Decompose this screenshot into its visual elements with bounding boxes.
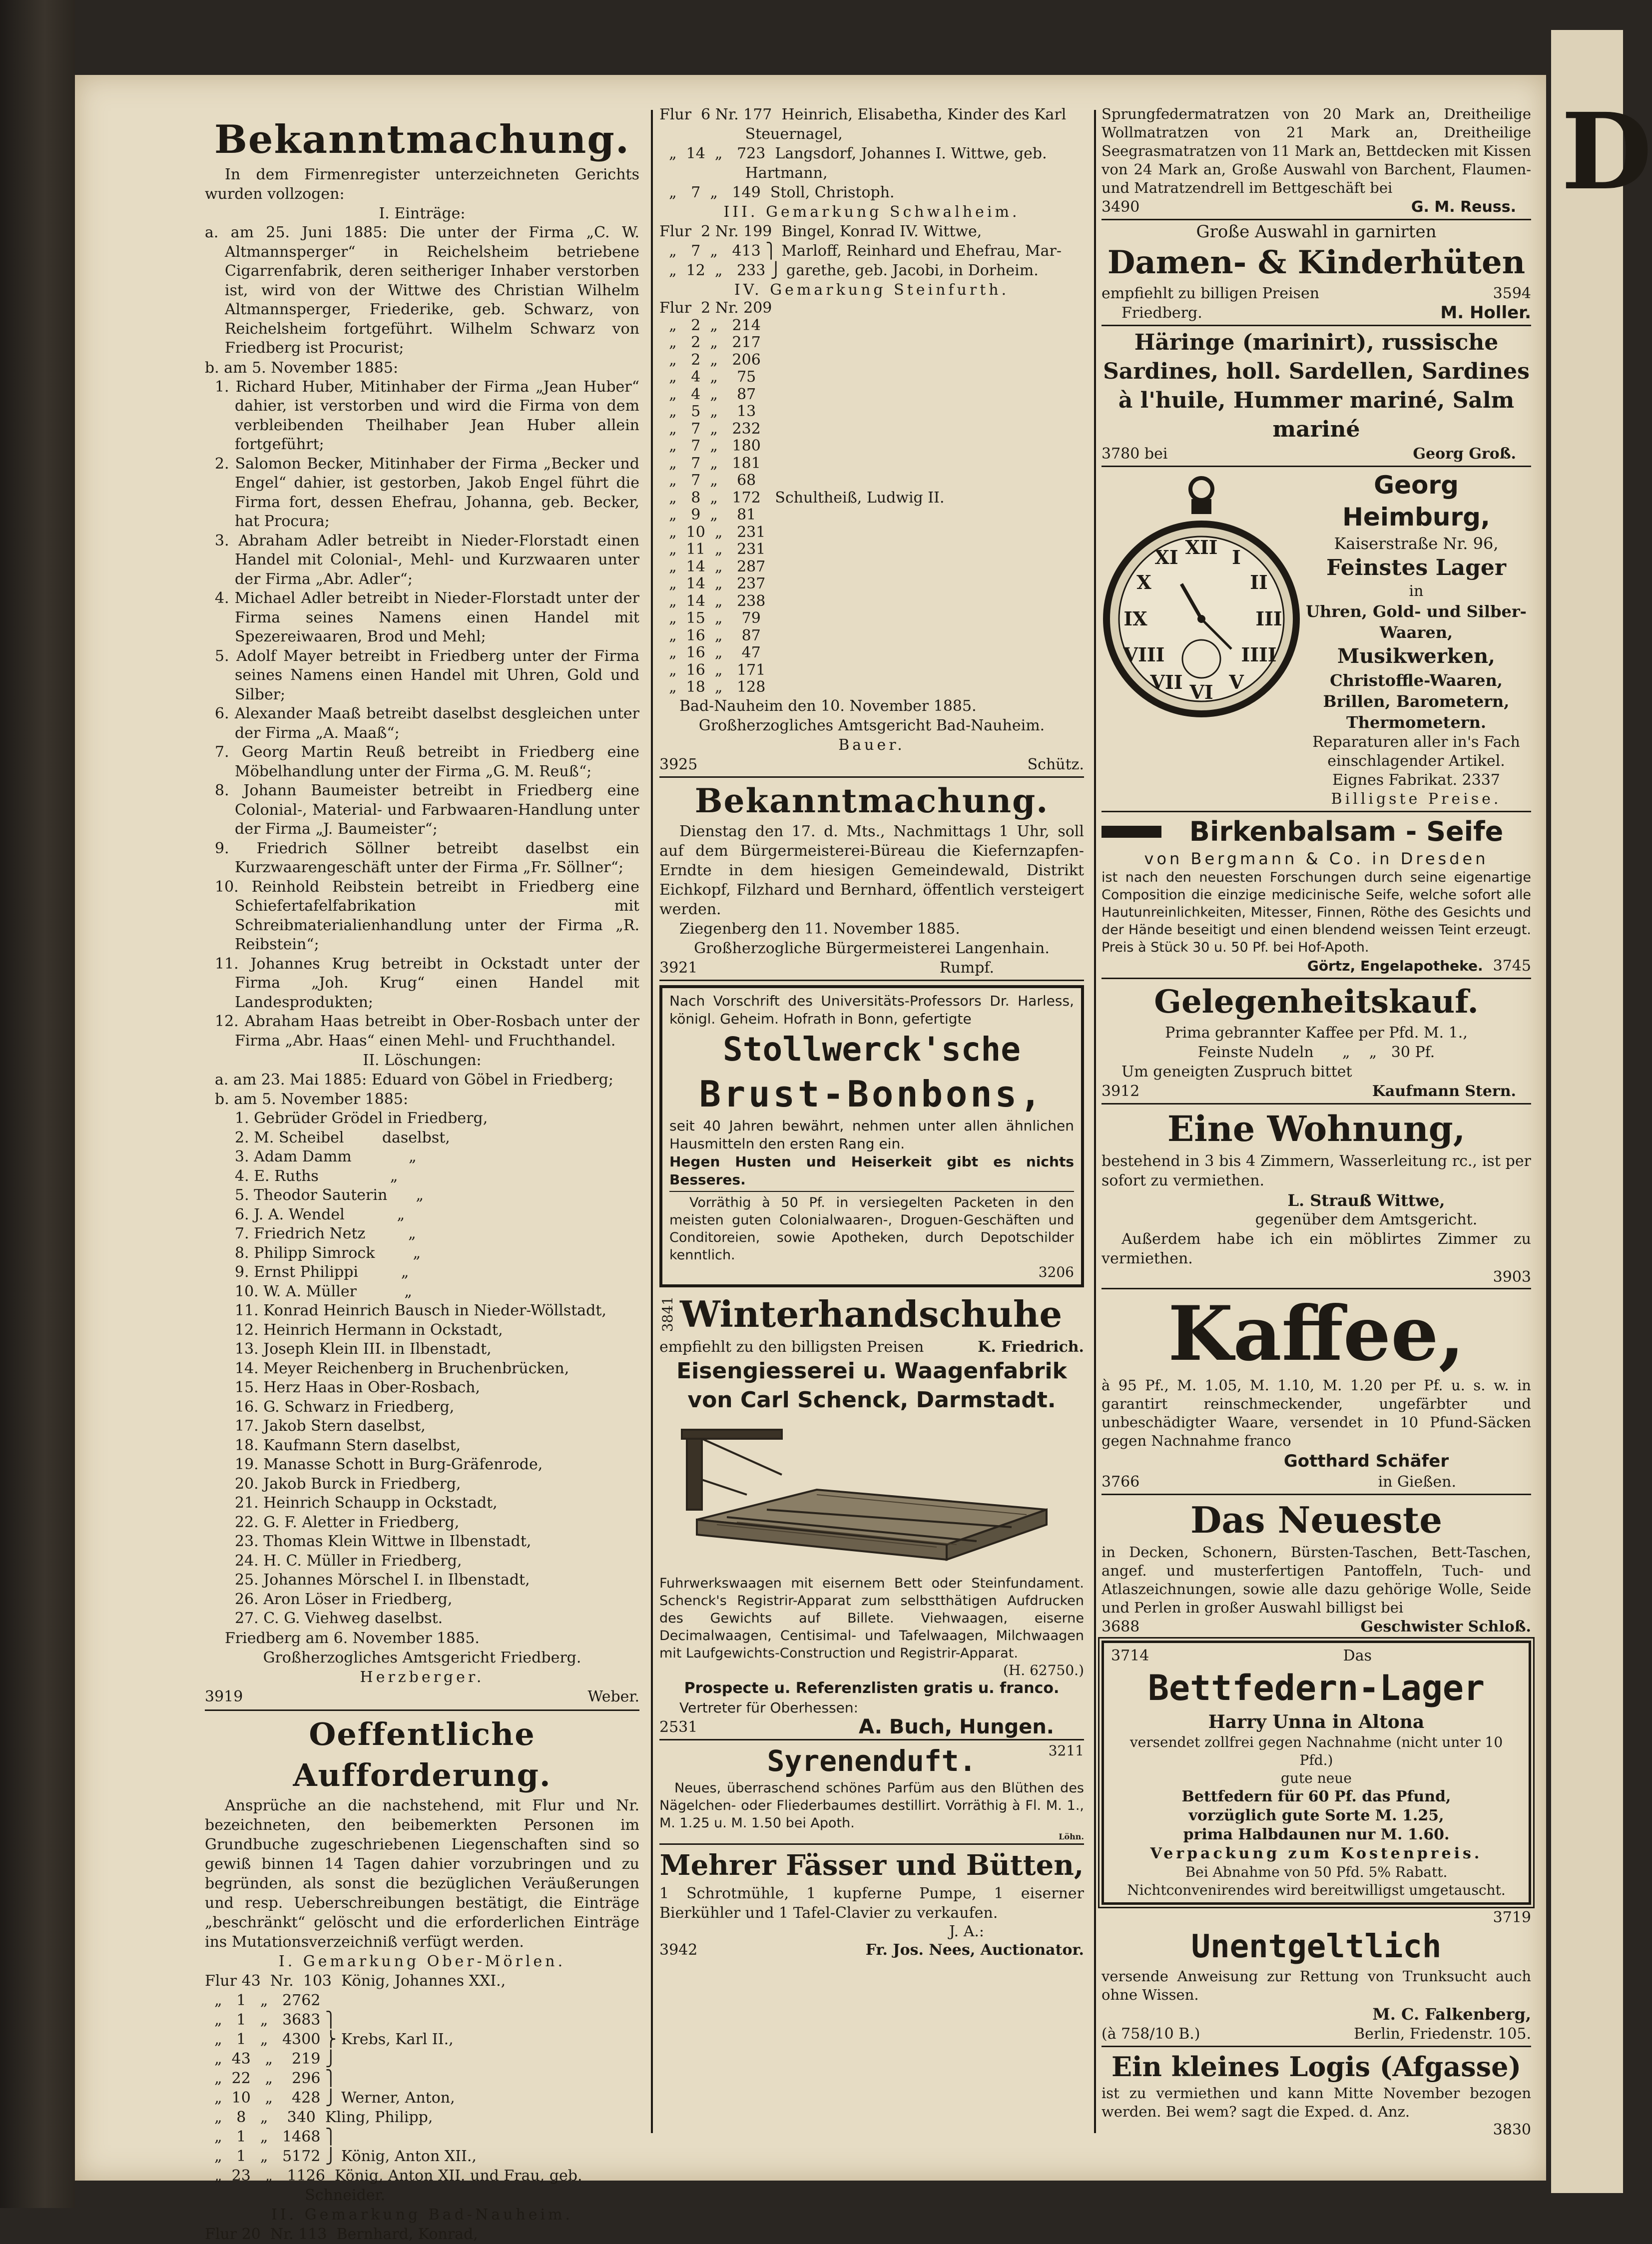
ad-text: Das [1343,1647,1372,1665]
ad-number: 2531 [659,1718,698,1736]
table-row: „ 2 „ 217 [659,334,761,351]
notice-title: Bekanntmachung. [694,781,1049,820]
table-row: „ 43 „ 219 ⎭ [205,2050,337,2068]
ad-title: Häringe (marinirt), russische Sardines, holl. Sardellen, Sardines à l'huile, Hummer mariné, Salm mariné [1103,330,1530,442]
bettfedern-ad [1101,1641,1531,1905]
table-row: „ 23 „ 1126 König, Anton XII. und Frau, geb. [205,2167,582,2185]
list-item: 26. Aron Löser in Friedberg, [235,1590,453,1608]
list-item: 5. Adolf Mayer betreibt in Friedberg unter der Firma seines Namens einen Handel mit Uhren, Gold und Silber; [215,647,639,703]
ad-text: Vertreter für Oberhessen: [679,1699,859,1716]
divider [1101,325,1531,326]
merchant-name: M. Holler. [1440,303,1531,323]
list-item: 13. Joseph Klein III. in Ilbenstadt, [235,1340,492,1358]
list-item: 17. Jakob Stern daselbst, [235,1417,426,1435]
facing-page-letter: D [1561,90,1652,213]
deletion-a: a. am 23. Mai 1885: Eduard von Göbel in Friedberg; [215,1071,613,1089]
merchant-name: Fr. Jos. Nees, Auctionator. [865,1941,1084,1959]
table-row: „ 16 „ 47 [659,644,761,661]
deletion-b: b. am 5. November 1885: [215,1091,409,1108]
svg-text:VI: VI [1189,681,1213,703]
divider [1101,811,1531,812]
notice-intro: In dem Firmenregister unterzeichneten Gerichts wurden vollzogen: [205,166,639,203]
ad-header [1111,1646,1522,1666]
table-row: „ 1 „ 1468 ⎫ [205,2128,337,2146]
ad-text: Feinstes Lager [1326,555,1507,580]
signature-name: Rumpf. [939,959,994,977]
list-item: 2. M. Scheibel daselbst, [235,1128,450,1146]
ad-title: Mehrer Fässer und Bütten, [659,1848,1084,1882]
divider [1101,2046,1531,2047]
notice-title: Bekanntmachung. [214,117,630,162]
ad-number: 3942 [659,1941,698,1959]
table-row: „ 18 „ 128 [659,678,766,696]
list-item: 21. Heinrich Schaupp in Ockstadt, [235,1494,498,1512]
list-item: 6. J. A. Wendel „ [235,1205,405,1223]
table-row: „ 8 „ 172 Schultheiß, Ludwig II. [659,489,945,507]
heimburg-ad [1101,469,1531,809]
ad-text: empfiehlt zu billigen Preisen [1101,285,1320,302]
ad-title: Unentgeltlich [1191,1928,1442,1965]
pocket-watch-illustration [1101,469,1301,719]
ad-text: Uhren, Gold- und Silber-Waaren, [1306,602,1527,642]
ad-footer [659,1337,1084,1357]
table-row: „ 15 „ 79 [659,609,761,627]
column-rule [1094,110,1096,2133]
list-item: 27. C. G. Viehweg daselbst. [235,1610,443,1627]
ad-code: (H. 62750.) [1003,1662,1084,1679]
ad-text: Fuhrwerkswaagen mit eisernem Bett oder Steinfundament. Schenck's Registrir-Apparat zum selbstthätigen Aufdrucken des Gewichts auf Billete. Viehwaagen, eiserne Decimalwaagen, Centisimal- und Tafelwaagen, Milchwaagen mit Laufgewichts-Construction und Registrir-Apparat. [659,1575,1084,1661]
ad-title: Syrenenduft. [767,1743,977,1778]
ad-number: 3490 [1101,198,1140,216]
table-row: „ 7 „ 180 [659,437,761,455]
parcel-table [659,300,1084,696]
ad-title: Das Neueste [1190,1499,1443,1541]
list-item: 7. Friedrich Netz „ [235,1225,416,1242]
table-row: „ 9 „ 81 [659,506,756,524]
divider [205,1709,639,1711]
ad-title: Winterhandschuhe [680,1292,1063,1335]
book-spine [0,0,75,2208]
date-line: Bad-Nauheim den 10. November 1885. [679,697,977,715]
list-item: 14. Meyer Reichenberg in Bruchenbrücken, [235,1359,569,1377]
svg-text:X: X [1136,571,1151,593]
ad-text: Prospecte u. Referenzlisten gratis u. franco. [684,1679,1060,1697]
section-heading: III. Gemarkung Schwalheim. [723,203,1020,221]
ad-footer [1101,303,1531,323]
ad-number: 3594 [1493,285,1531,302]
table-row: „ 10 „ 231 [659,523,766,541]
ad-number: 3206 [1038,1263,1074,1280]
table-row: Steuernagel, [659,125,843,143]
ad-title: Damen- & Kinderhüten [1107,244,1526,281]
ad-number: 3745 [1493,957,1531,975]
svg-text:IIII: IIII [1241,643,1277,666]
ad-text: bestehend in 3 bis 4 Zimmern, Wasserleitung rc., ist per sofort zu vermiethen. [1101,1152,1531,1189]
divider [659,1739,1084,1740]
list-item: 10. W. A. Müller „ [235,1282,412,1300]
merchant-name: G. M. Reuss. [1411,198,1516,216]
table-row: „ 22 „ 296 ⎫ [205,2069,337,2087]
ad-text: von Bergmann & Co. in Dresden [1144,849,1489,868]
list-item: 4. E. Ruths „ [235,1167,398,1185]
table-row: „ 12 „ 233 ⎭ garethe, geb. Jacobi, in Dorheim. [659,262,1039,279]
ad-text: 1 Schrotmühle, 1 kupferne Pumpe, 1 eiserner Bierkühler und 1 Tafel-Clavier zu verkaufen. [659,1884,1084,1922]
list-item: 7. Georg Martin Reuß betreibt in Friedberg eine Möbelhandlung unter der Firma „G. M. Reuß“; [215,743,639,780]
ad-text: Bei Abnahme von 50 Pfd. 5% Rabatt. [1185,1864,1448,1880]
svg-text:XI: XI [1154,546,1178,568]
section-heading: II. Gemarkung Bad-Nauheim. [271,2206,573,2224]
date-line: Friedberg am 6. November 1885. [225,1629,480,1647]
ad-text: empfiehlt zu den billigsten Preisen [659,1338,924,1356]
table-row: „ 7 „ 181 [659,454,761,472]
table-row: „ 8 „ 340 Kling, Philipp, [205,2108,433,2126]
ad-text: Musikwerken, [1337,644,1495,668]
list-item: 20. Jakob Burck in Friedberg, [235,1475,461,1493]
merchant-name: L. Strauß Wittwe, [1287,1191,1445,1210]
list-item: 16. G. Schwarz in Friedberg, [235,1398,455,1416]
parcel-table [205,1971,639,2205]
table-row: Flur 6 Nr. 177 Heinrich, Elisabetha, Kinder des Karl [659,106,1067,123]
ad-text: Hegen Husten und Heiserkeit gibt es nichts Besseres. [669,1153,1074,1188]
ad-text: Außerdem habe ich ein möblirtes Zimmer zu vermiethen. [1101,1230,1531,1267]
merchant-name: Geschwister Schloß. [1360,1618,1531,1636]
ad-number: 3780 [1101,445,1140,463]
divider [1101,978,1531,979]
svg-text:II: II [1250,571,1268,593]
clerk-name: Schütz. [1027,755,1084,773]
address: Berlin, Friedenstr. 105. [1354,2025,1531,2043]
ad-number: 3912 [1101,1083,1140,1100]
entries-list [205,378,639,1051]
deletions-list [205,1109,639,1629]
ad-title: Stollwerck'sche [722,1030,1021,1069]
merchant-name: Löhn. [1059,1831,1084,1841]
ad-number: 3841 [659,1296,676,1332]
ad-code: (à 758/10 B.) [1101,2025,1200,2043]
winter-ad [659,1291,1084,1337]
merchant-name: A. Buch, Hungen. [859,1715,1054,1738]
ad-text: ist nach den neuesten Forschungen durch seine eigenartige Composition die einzige medicinische Seife, welche sofort alle Hautunreinlichkeiten, Mitesser, Finnen, Röthe des Gesichts und der Hände beseitigt und einen blendend weissen Teint erzeugt. Preis à Stück 30 u. 50 Pf. bei Hof-Apoth. [1101,870,1531,955]
table-row: Schneider. [205,2186,386,2204]
ad-footer [1101,1082,1531,1101]
list-item: 23. Thomas Klein Wittwe in Ilbenstadt, [235,1533,532,1550]
ad-title: Eisengiesserei u. Waagenfabrik [676,1358,1067,1384]
court-name: Großherzogliches Amtsgericht Friedberg. [263,1649,581,1667]
ad-footer [205,1687,639,1706]
judge-name: Bauer. [838,736,905,754]
list-item: 11. Johannes Krug betreibt in Ockstadt unter der Firma „Joh. Krug“ einen Handel mit Landesprodukten; [215,955,639,1011]
table-row: „ 1 „ 3683 ⎫ [205,2011,337,2029]
list-item: 10. Reinhold Reibstein betreibt in Friedberg eine Schiefertafelfabrikation mit Schreibmaterialienhandlung unter der Firma „R. Reibstein“; [215,878,639,953]
ad-text: J. A.: [949,1922,984,1940]
ad-number: 3714 [1111,1647,1149,1665]
ad-number: 3903 [1493,1268,1531,1286]
ad-footer [659,958,1084,978]
ad-footer [1101,956,1531,976]
table-row: „ 16 „ 87 [659,626,761,644]
ad-title: Birkenbalsam - Seife [1189,816,1504,847]
divider [1101,1288,1531,1289]
ad-text: Verpackung zum Kostenpreis. [1150,1845,1483,1862]
stollwerck-ad [659,985,1084,1287]
ad-text: Feinste Nudeln „ „ 30 Pf. [1197,1044,1435,1061]
clerk-name: Weber. [587,1687,639,1705]
court-name: Großherzogliches Amtsgericht Bad-Nauheim. [698,716,1045,734]
section-heading: I. Einträge: [379,205,466,222]
list-item: 22. G. F. Aletter in Friedberg, [235,1513,460,1531]
table-row: „ 7 „ 149 Stoll, Christoph. [659,184,895,201]
judge-name: Herzberger. [360,1668,485,1686]
ad-number: 3830 [1493,2121,1531,2139]
heimburg-text [1301,469,1531,809]
list-item: 3. Adam Damm „ [235,1148,417,1165]
authority-name: Großherzogliche Bürgermeisterei Langenhain. [694,939,1050,957]
table-row: „ 14 „ 287 [659,558,766,575]
list-item: 8. Philipp Simrock „ [235,1244,421,1262]
section-heading: I. Gemarkung Ober-Mörlen. [278,1952,566,1970]
column-1 [205,105,639,2244]
svg-text:VII: VII [1150,671,1183,693]
ad-text: Eignes Fabrikat. [1332,771,1458,789]
table-row: Flur 20 Nr. 113 Bernhard, Konrad, [205,2225,478,2243]
list-item: 19. Manasse Schott in Burg-Gräfenrode, [235,1456,543,1473]
ad-number: 3921 [659,959,698,977]
ad-footer [1101,197,1531,217]
merchant-name: K. Friedrich. [978,1338,1084,1356]
table-row: „ 10 „ 428 ⎭ Werner, Anton, [205,2089,455,2107]
ad-text: Nichtconvenirendes wird bereitwilligst umgetauscht. [1127,1882,1506,1898]
table-row: „ 4 „ 75 [659,368,756,386]
table-row: Flur 2 Nr. 209 [659,299,772,317]
table-row: „ 1 „ 2762 [205,1991,321,2009]
ad-title: Kaffee, [1168,1290,1465,1378]
svg-text:XII: XII [1185,536,1218,559]
ad-text: Neues, überraschend schönes Parfüm aus den Blüthen des Nägelchen- oder Fliederbaumes destillirt. Vorräthig à Fl. M. 1., M. 1.25 u. M. 1.50 bei Apoth. [659,1780,1084,1831]
section-heading: II. Löschungen: [363,1052,482,1069]
ad-number: 3766 [1101,1473,1140,1491]
ad-footer [1101,284,1531,303]
notice-title: Oeffentliche Aufforderung. [293,1715,551,1793]
ad-number: 3688 [1101,1618,1140,1636]
ad-text: seit 40 Jahren bewährt, nehmen unter allen ähnlichen Hausmitteln den ersten Rang ein. [669,1117,1074,1152]
ad-title: Eine Wohnung, [1167,1108,1466,1149]
table-row: „ 7 „ 68 [659,472,756,489]
list-item: 2. Salomon Becker, Mitinhaber der Firma „Becker und Engel“ dahier, ist gestorben, Jakob Engel führt die Firma fort, dessen Ehefrau, Johanna, geb. Becker, hat Procura; [215,455,639,530]
list-item: 1. Gebrüder Grödel in Friedberg, [235,1110,488,1127]
ad-text: ist zu vermiethen und kann Mitte November bezogen werden. Bei wem? sagt die Exped. d. Anz. [1101,2085,1531,2120]
list-item: 18. Kaufmann Stern daselbst, [235,1436,461,1454]
syrenen-ad [659,1742,1084,1779]
ad-number: 3211 [1048,1742,1084,1759]
ad-footer [1101,2024,1531,2044]
ad-text: Reparaturen aller in's Fach einschlagender Artikel. [1312,733,1520,770]
address: Kaiserstraße Nr. 96, [1334,534,1499,553]
list-item: 1. Richard Huber, Mitinhaber der Firma „Jean Huber“ dahier, ist verstorben und wird die Firma von dem verbleibenden Theilhaber Jean Huber allein fortgeführt; [215,378,639,453]
birken-ad-title [1101,814,1531,849]
table-row: „ 14 „ 237 [659,575,766,592]
ad-footer [1101,1617,1531,1637]
ad-text: prima Halbdaunen nur M. 1.60. [1183,1826,1450,1843]
ad-footer [659,755,1084,774]
entry-b: b. am 5. November 1885: [205,359,399,377]
table-row: „ 4 „ 87 [659,385,756,403]
ad-number: 2337 [1462,771,1501,789]
notice-body: Ansprüche an die nachstehend, mit Flur und Nr. bezeichneten, den beibemerkten Personen im Grundbuche zugeschriebenen Liegenschaften sind so gewiß binnen 14 Tagen dahier vorzubringen und zu begründen, als sonst die bezüglichen Veräußerungen und resp. Ueberschreibungen bestätigt, die Einträge „beschränkt“ gelöscht und die erforderlichen Einträge ins Mutationsverzeichniß verfügt werden. [205,1796,639,1951]
table-row: Flur 43 Nr. 103 König, Johannes XXI., [205,1972,506,1990]
ad-footer [1101,444,1531,464]
ad-text: in Decken, Schonern, Bürsten-Taschen, Bett-Taschen, angef. und musterfertigen Pantoffeln, Tuch- und Atlaszeichnungen, sowie alle dazu gehörige Wolle, Seide und Perlen in großer Auswahl billigst bei [1101,1544,1531,1616]
ad-footer [659,1717,1084,1737]
ad-title: von Carl Schenck, Darmstadt. [687,1387,1056,1413]
column-2 [659,105,1084,1960]
merchant-name: Görtz, Engelapotheke. [1307,958,1483,974]
divider [659,776,1084,778]
newspaper-page [75,75,1546,2243]
table-row: Hartmann, [659,164,828,182]
column-3 [1101,105,1531,2139]
ad-text: Bettfedern für 60 Pf. das Pfund, [1181,1788,1451,1805]
merchant-name: Harry Unna in Altona [1208,1711,1425,1732]
ad-text: in [1409,582,1424,600]
merchant-name: M. C. Falkenberg, [1372,2005,1531,2024]
entry-a: a. am 25. Juni 1885: Die unter der Firma „C. W. Altmannsperger“ in Reichelsheim betriebene Cigarrenfabrik, deren seitheriger Inhaber verstorben ist, wird von der Wittwe des Christian Wilhelm Altmannsperger, Friederike, geb. Schwarz, von Reichelsheim fortgeführt. Wilhelm Schwarz von Friedberg ist Procurist; [205,224,639,357]
ad-text: versende Anweisung zur Rettung von Trunksucht auch ohne Wissen. [1101,1968,1531,2003]
ad-text: Prima gebrannter Kaffee per Pfd. M. 1., [1165,1024,1468,1042]
ad-footer [1101,1472,1531,1492]
table-row: Flur 2 Nr. 199 Bingel, Konrad IV. Wittwe, [659,223,982,240]
table-row: „ 11 „ 231 [659,541,766,558]
list-item: 25. Johannes Mörschel I. in Ilbenstadt, [235,1571,530,1589]
divider [659,980,1084,981]
ad-title: Bettfedern-Lager [1147,1668,1485,1708]
ad-footer [659,1940,1084,1960]
ad-text: Christoffle-Waaren, Brillen, Barometern, Thermometern. [1323,671,1510,732]
ad-text: Nach Vorschrift des Universitäts-Professors Dr. Harless, königl. Geheim. Hofrath in Bonn, gefertigte [669,992,1074,1027]
list-item: 3. Abraham Adler betreibt in Nieder-Florstadt einen Handel mit Colonial-, Mehl- und Kurzwaaren unter der Firma „Abr. Adler“; [215,532,639,588]
weighing-scale-illustration [667,1420,1077,1570]
list-item: 12. Abraham Haas betreibt in Ober-Rosbach unter der Firma „Abr. Haas“ einen Mehl- und Fruchthandel. [215,1013,639,1050]
ad-title: Ein kleines Logis (Afgasse) [1111,2051,1521,2083]
svg-text:IX: IX [1123,607,1147,630]
ad-text: Große Auswahl in garnirten [1196,222,1437,242]
ad-text: versendet zollfrei gegen Nachnahme (nicht unter 10 Pfd.) [1129,1734,1503,1768]
list-item: 15. Herz Haas in Ober-Rosbach, [235,1379,480,1396]
ad-text: Vorräthig à 50 Pf. in versiegelten Packeten in den meisten guten Colonialwaaren-, Droguen-Geschäften und Conditoreien, sowie Apotheken, durch Depotschilder kenntlich. [669,1194,1074,1263]
table-row: „ 16 „ 171 [659,661,766,679]
list-item: 4. Michael Adler betreibt in Nieder-Florstadt unter der Firma seines Namens einen Handel mit Spezereiwaaren, Brod und Mehl; [215,589,639,645]
divider [1101,1103,1531,1105]
list-item: 8. Johann Baumeister betreibt in Friedberg eine Colonial-, Material- und Farbwaaren-Handlung unter der Firma „J. Baumeister“; [215,782,639,838]
list-item: 24. H. C. Müller in Friedberg, [235,1552,462,1570]
ad-number: 3719 [1493,1909,1531,1926]
list-item: 9. Friedrich Söllner betreibt daselbst ein Kurzwaarengeschäft unter der Firma „Fr. Söllner“; [215,839,639,876]
svg-text:VIII: VIII [1123,643,1165,666]
divider [659,1843,1084,1845]
table-row: „ 5 „ 13 [659,403,756,420]
table-row: „ 1 „ 4300 ⎬ Krebs, Karl II., [205,2030,454,2048]
ad-title: Gelegenheitskauf. [1154,983,1479,1021]
merchant-name: Georg Heimburg, [1342,471,1490,532]
divider [1101,1494,1531,1495]
list-item: 6. Alexander Maaß betreibt daselbst desgleichen unter der Firma „A. Maaß“; [215,705,639,742]
ad-text: Billigste Preise. [1331,790,1502,808]
divider [1101,219,1531,220]
divider [1101,466,1531,467]
table-row: „ 14 „ 723 Langsdorf, Johannes I. Wittwe, geb. [659,145,1047,162]
ad-text: gegenüber dem Amtsgericht. [1255,1211,1478,1228]
notice-body: Dienstag den 17. d. Mts., Nachmittags 1 Uhr, soll auf dem Bürgermeisterei-Büreau die Kiefernzapfen-Erndte in dem hiesigen Gemeindewald, Distrikt Eichkopf, Filzhard und Bernhard, öffentlich versteigert werden. [659,822,1084,918]
list-item: 11. Konrad Heinrich Bausch in Nieder-Wöllstadt, [235,1302,606,1319]
merchant-name: Georg Groß. [1413,445,1516,463]
svg-text:III: III [1255,607,1282,630]
list-item: 12. Heinrich Hermann in Ockstadt, [235,1321,503,1339]
table-row: „ 14 „ 238 [659,592,766,610]
table-row: „ 2 „ 214 [659,316,761,334]
svg-text:I: I [1232,546,1241,568]
list-item: 9. Ernst Philippi „ [235,1263,409,1281]
ad-number: 3925 [659,755,698,773]
table-row: „ 7 „ 413 ⎫ Marloff, Reinhard und Ehefrau, Mar- [659,242,1062,260]
ad-text: à 95 Pf., M. 1.05, M. 1.10, M. 1.20 per Pf. u. s. w. in garantirt reinschmeckender, ungefärbter und unbeschädigter Waare, versendet in 10 Pfund-Säcken gegen Nachnahme franco [1101,1377,1531,1449]
list-item: 5. Theodor Sauterin „ [235,1186,424,1204]
table-row: „ 7 „ 232 [659,420,761,438]
ad-text: bei [1144,445,1168,463]
ad-text: vorzüglich gute Sorte M. 1.25, [1188,1807,1444,1824]
merchant-name: Gotthard Schäfer [1283,1451,1449,1471]
ad-text: Um geneigten Zuspruch bittet [1121,1063,1352,1081]
table-row: „ 2 „ 206 [659,351,761,369]
column-rule [651,110,653,2133]
date-line: Ziegenberg den 11. November 1885. [679,920,960,938]
divider [669,1191,1074,1192]
merchant-name: Kaufmann Stern. [1372,1083,1516,1100]
ad-text: in Gießen. [1378,1473,1456,1491]
ad-text: Sprungfedermatratzen von 20 Mark an, Dreitheilige Wollmatratzen von 21 Mark an, Dreitheilige Seegrasmatratzen von 11 Mark an, Bettdecken mit Kissen von 24 Mark an, Große Auswahl von Barchent, Flaumen- und Matratzendrell im Bettgeschäft bei [1101,105,1531,196]
facing-page-edge [1551,30,1652,2193]
section-heading: IV. Gemarkung Steinfurth. [734,281,1010,299]
ad-title: Brust-Bonbons, [699,1073,1045,1115]
ad-number: 3919 [205,1687,243,1705]
ad-footer [1301,771,1531,790]
parcel-table [659,105,1084,202]
ad-text: Friedberg. [1121,304,1202,322]
svg-text:V: V [1229,671,1244,693]
ad-text: gute neue [1281,1770,1352,1786]
table-row: „ 1 „ 5172 ⎭ König, Anton XII., [205,2147,477,2165]
decorative-bar [1101,826,1161,838]
